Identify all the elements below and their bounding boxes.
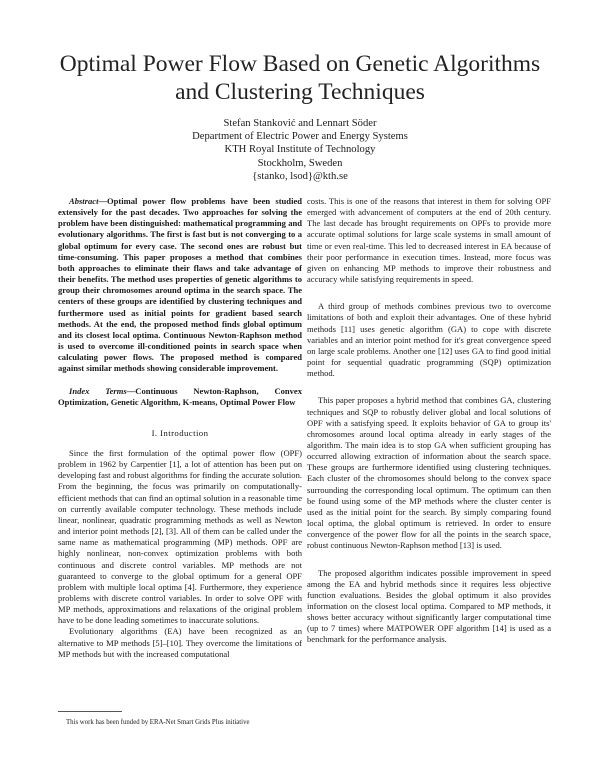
intro-paragraph-1: Since the first formulation of the optimal power flow (OPF) problem in 1962 by Carpentier [1], a lot of attention has been put on developing fast and robust algorithms for finding the accurate solution. From the beginning, the focus was primarily on computationally-efficient methods that can find an optimal solution in a reasonable time on currently available computer technology. These methods include linear, nonlinear, quadratic programming methods as well as Newton and interior point methods [2], [3]. All of them can be called under the same name as mathematical programming (MP) methods. OPF are highly nonlinear, non-convex optimization problems with both continuous and discrete control variables. MP methods are not guaranteed to converge to the global optimum for a general OPF problem with multiple local optima [4]. Furthermore, they experience problems with discrete control variables. In order to solve OPF with MP methods, approximations and relaxations of the original problem have to be done leading sometimes to inaccurate solutions. <box>58 447 302 626</box>
author-institute: KTH Royal Institute of Technology <box>224 144 376 156</box>
right-paragraph-1: costs. This is one of the reasons that interest in them for solving OPF emerged with advancement of computers at the end of 20th century. The last decade has brought requirements on OPFs to provide more accurate optimal solutions for large scale systems in small amount of time or even real-time. This led to decreased interest in EA because of their poor performance in execution times. Instead, more focus was given on enhancing MP methods to improve their robustness and accuracy while satisfying requirements in speed. <box>307 196 551 285</box>
author-city: Stockholm, Sweden <box>257 157 343 169</box>
author-block <box>100 117 500 183</box>
paper-title <box>30 50 570 106</box>
right-column <box>307 196 551 646</box>
footnote-rule <box>58 711 122 712</box>
index-terms-text: —Continuous Newton-Raphson, Convex Optimization, Genetic Algorithm, K-means, Optimal Power Flow <box>58 385 302 407</box>
author-names: Stefan Stanković and Lennart Söder <box>223 118 377 129</box>
title-line-1: Optimal Power Flow Based on Genetic Algorithms <box>59 51 541 77</box>
index-terms <box>58 386 302 408</box>
right-paragraph-4: The proposed algorithm indicates possible improvement in speed among the EA and hybrid methods since it requires less objective function evaluations. Besides the global optimum it also provides information on the closest local optima. Compared to MP methods, it shows better accuracy without significantly larger computational time (up to 7 times) where MATPOWER OPF algorithm [14] is used as a benchmark for the performance analysis. <box>307 567 551 645</box>
author-email: {stanko, lsod}@kth.se <box>252 170 348 182</box>
right-paragraph-3: This paper proposes a hybrid method that combines GA, clustering techniques and SQP to robustly deliver global and local solutions of OPF with a satisfying speed. It exploits behavior of GA to group its' chromosomes around local optima already in early stages of the algorithm. The main idea is to stop GA when sufficient grouping has occurred allowing extraction of information about the search space. These groups are furthermore identified using clustering techniques. Each cluster of the chromosomes should belong to the convex space surrounding the corresponding local optimum. The optimum can then be found using some of the MP methods where the cluster center is used as the initial point for the search. By simply comparing found local optima, the global optimum is retrieved. In order to ensure convergence of the power flow for all the points in the search space, robust continuous Newton-Raphson method [13] is used. <box>307 395 551 551</box>
abstract-label: Abstract <box>69 196 99 206</box>
abstract <box>58 196 302 375</box>
section-heading-introduction: I. Introduction <box>151 427 209 438</box>
left-column <box>58 196 302 660</box>
index-terms-label: Index Terms <box>69 385 127 396</box>
right-paragraph-2: A third group of methods combines previous two to overcome limitations of both and exploit their advantages. One of these hybrid methods [11] uses genetic algorithm (GA) to cope with discrete variables and an interior point method for it's great convergence speed on large scale problems. Another one [12] uses GA to find good initial point for sequential quadratic programming (SQP) optimization method. <box>307 301 551 379</box>
intro-paragraph-2: Evolutionary algorithms (EA) have been recognized as an alternative to MP methods [5]–[10]. They overcome the limitations of MP methods but with the increased computational <box>58 626 302 659</box>
title-line-2: and Clustering Techniques <box>175 79 425 105</box>
footnote: This work has been funded by ERA-Net Smart Grids Plus initiative <box>66 719 250 726</box>
abstract-text: —Optimal power flow problems have been studied extensively for the past decades. Two approaches for solving the problem have been distinguished: mathematical programming and evolutionary algorithms. The first is fast but is not converging to a global optimum for every case. The second ones are robust but time-consuming. This paper proposes a method that combines both approaches to eliminate their flaws and take advantage of their benefits. The method uses properties of genetic algorithms to group their chromosomes around optima in the search space. The centers of these groups are identified by clustering techniques and furthermore used as initial points for gradient based search methods. At the end, the proposed method finds global optimum and its closest local optima. Continuous Newton-Raphson method is used to overcome ill-conditioned points in search space when calculating power flows. The proposed method is compared against similar methods showing considerable improvement. <box>58 196 302 374</box>
author-department: Department of Electric Power and Energy Systems <box>192 131 408 143</box>
